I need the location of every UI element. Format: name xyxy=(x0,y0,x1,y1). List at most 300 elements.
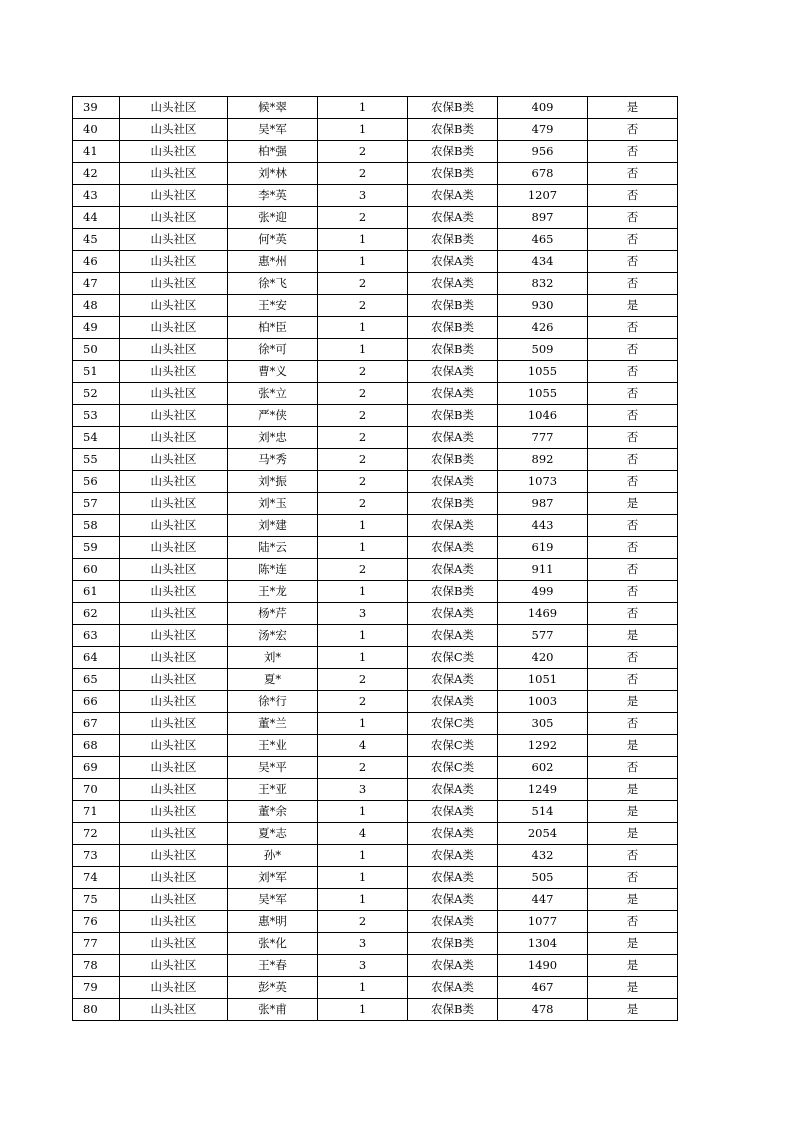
amount-cell: 509 xyxy=(498,339,588,361)
community-cell: 山头社区 xyxy=(120,207,228,229)
flag-cell: 否 xyxy=(588,867,678,889)
flag-cell: 是 xyxy=(588,889,678,911)
insurance-type-cell: 农保A类 xyxy=(408,251,498,273)
community-cell: 山头社区 xyxy=(120,669,228,691)
name-cell: 严*侠 xyxy=(228,405,318,427)
table-row xyxy=(73,537,678,559)
amount-cell: 987 xyxy=(498,493,588,515)
household-count-cell: 1 xyxy=(318,537,408,559)
amount-cell: 1003 xyxy=(498,691,588,713)
amount-cell: 892 xyxy=(498,449,588,471)
amount-cell: 1490 xyxy=(498,955,588,977)
flag-cell: 是 xyxy=(588,999,678,1021)
flag-cell: 否 xyxy=(588,515,678,537)
name-cell: 徐*飞 xyxy=(228,273,318,295)
amount-cell: 930 xyxy=(498,295,588,317)
row-number-cell: 42 xyxy=(73,163,120,185)
insurance-type-cell: 农保B类 xyxy=(408,141,498,163)
flag-cell: 否 xyxy=(588,163,678,185)
flag-cell: 是 xyxy=(588,977,678,999)
household-count-cell: 1 xyxy=(318,229,408,251)
household-count-cell: 1 xyxy=(318,977,408,999)
amount-cell: 505 xyxy=(498,867,588,889)
amount-cell: 577 xyxy=(498,625,588,647)
name-cell: 刘*军 xyxy=(228,867,318,889)
flag-cell: 否 xyxy=(588,383,678,405)
household-count-cell: 2 xyxy=(318,427,408,449)
household-count-cell: 1 xyxy=(318,713,408,735)
community-cell: 山头社区 xyxy=(120,801,228,823)
row-number-cell: 58 xyxy=(73,515,120,537)
insurance-type-cell: 农保A类 xyxy=(408,779,498,801)
community-cell: 山头社区 xyxy=(120,603,228,625)
table-row xyxy=(73,713,678,735)
community-cell: 山头社区 xyxy=(120,449,228,471)
row-number-cell: 46 xyxy=(73,251,120,273)
insurance-type-cell: 农保A类 xyxy=(408,427,498,449)
insurance-type-cell: 农保B类 xyxy=(408,163,498,185)
table-row xyxy=(73,493,678,515)
insurance-type-cell: 农保B类 xyxy=(408,933,498,955)
row-number-cell: 61 xyxy=(73,581,120,603)
household-count-cell: 2 xyxy=(318,493,408,515)
name-cell: 曹*义 xyxy=(228,361,318,383)
flag-cell: 否 xyxy=(588,317,678,339)
amount-cell: 897 xyxy=(498,207,588,229)
insurance-type-cell: 农保A类 xyxy=(408,911,498,933)
household-count-cell: 1 xyxy=(318,845,408,867)
name-cell: 刘*建 xyxy=(228,515,318,537)
name-cell: 孙* xyxy=(228,845,318,867)
row-number-cell: 63 xyxy=(73,625,120,647)
table-row xyxy=(73,647,678,669)
table-row xyxy=(73,317,678,339)
amount-cell: 777 xyxy=(498,427,588,449)
amount-cell: 478 xyxy=(498,999,588,1021)
household-count-cell: 1 xyxy=(318,97,408,119)
name-cell: 惠*明 xyxy=(228,911,318,933)
insurance-type-cell: 农保A类 xyxy=(408,801,498,823)
name-cell: 王*安 xyxy=(228,295,318,317)
flag-cell: 是 xyxy=(588,493,678,515)
insurance-type-cell: 农保B类 xyxy=(408,999,498,1021)
amount-cell: 678 xyxy=(498,163,588,185)
amount-cell: 420 xyxy=(498,647,588,669)
community-cell: 山头社区 xyxy=(120,779,228,801)
flag-cell: 否 xyxy=(588,581,678,603)
insurance-type-cell: 农保B类 xyxy=(408,229,498,251)
flag-cell: 是 xyxy=(588,295,678,317)
household-count-cell: 2 xyxy=(318,449,408,471)
insurance-type-cell: 农保A类 xyxy=(408,691,498,713)
community-cell: 山头社区 xyxy=(120,317,228,339)
community-cell: 山头社区 xyxy=(120,713,228,735)
household-count-cell: 2 xyxy=(318,911,408,933)
row-number-cell: 47 xyxy=(73,273,120,295)
community-cell: 山头社区 xyxy=(120,647,228,669)
table-row xyxy=(73,933,678,955)
amount-cell: 1292 xyxy=(498,735,588,757)
amount-cell: 1055 xyxy=(498,361,588,383)
flag-cell: 否 xyxy=(588,713,678,735)
row-number-cell: 40 xyxy=(73,119,120,141)
insurance-type-cell: 农保A类 xyxy=(408,515,498,537)
community-cell: 山头社区 xyxy=(120,119,228,141)
amount-cell: 443 xyxy=(498,515,588,537)
community-cell: 山头社区 xyxy=(120,471,228,493)
community-cell: 山头社区 xyxy=(120,383,228,405)
table-row xyxy=(73,383,678,405)
row-number-cell: 60 xyxy=(73,559,120,581)
household-count-cell: 4 xyxy=(318,735,408,757)
name-cell: 张*化 xyxy=(228,933,318,955)
amount-cell: 619 xyxy=(498,537,588,559)
row-number-cell: 52 xyxy=(73,383,120,405)
amount-cell: 911 xyxy=(498,559,588,581)
insurance-type-cell: 农保B类 xyxy=(408,581,498,603)
community-cell: 山头社区 xyxy=(120,229,228,251)
insurance-type-cell: 农保A类 xyxy=(408,537,498,559)
table-row xyxy=(73,559,678,581)
community-cell: 山头社区 xyxy=(120,845,228,867)
row-number-cell: 53 xyxy=(73,405,120,427)
insurance-type-cell: 农保A类 xyxy=(408,559,498,581)
flag-cell: 否 xyxy=(588,911,678,933)
amount-cell: 1207 xyxy=(498,185,588,207)
amount-cell: 465 xyxy=(498,229,588,251)
table-row xyxy=(73,449,678,471)
household-count-cell: 1 xyxy=(318,515,408,537)
insurance-type-cell: 农保A类 xyxy=(408,625,498,647)
flag-cell: 否 xyxy=(588,471,678,493)
amount-cell: 514 xyxy=(498,801,588,823)
name-cell: 杨*芹 xyxy=(228,603,318,625)
row-number-cell: 44 xyxy=(73,207,120,229)
name-cell: 王*春 xyxy=(228,955,318,977)
insurance-type-cell: 农保B类 xyxy=(408,295,498,317)
flag-cell: 是 xyxy=(588,625,678,647)
flag-cell: 是 xyxy=(588,933,678,955)
household-count-cell: 2 xyxy=(318,273,408,295)
household-count-cell: 2 xyxy=(318,361,408,383)
table-row xyxy=(73,251,678,273)
insurance-type-cell: 农保A类 xyxy=(408,845,498,867)
household-count-cell: 1 xyxy=(318,889,408,911)
row-number-cell: 70 xyxy=(73,779,120,801)
household-count-cell: 3 xyxy=(318,779,408,801)
flag-cell: 否 xyxy=(588,361,678,383)
household-count-cell: 1 xyxy=(318,647,408,669)
table-row xyxy=(73,405,678,427)
table-row xyxy=(73,757,678,779)
insurance-type-cell: 农保B类 xyxy=(408,405,498,427)
table-row xyxy=(73,955,678,977)
insurance-type-cell: 农保A类 xyxy=(408,867,498,889)
name-cell: 吴*军 xyxy=(228,889,318,911)
flag-cell: 是 xyxy=(588,97,678,119)
table-row xyxy=(73,625,678,647)
table-row xyxy=(73,691,678,713)
insurance-type-cell: 农保B类 xyxy=(408,97,498,119)
amount-cell: 1077 xyxy=(498,911,588,933)
household-count-cell: 1 xyxy=(318,625,408,647)
flag-cell: 否 xyxy=(588,273,678,295)
table-row xyxy=(73,999,678,1021)
flag-cell: 否 xyxy=(588,251,678,273)
community-cell: 山头社区 xyxy=(120,625,228,647)
row-number-cell: 80 xyxy=(73,999,120,1021)
row-number-cell: 39 xyxy=(73,97,120,119)
row-number-cell: 43 xyxy=(73,185,120,207)
row-number-cell: 75 xyxy=(73,889,120,911)
row-number-cell: 54 xyxy=(73,427,120,449)
name-cell: 王*业 xyxy=(228,735,318,757)
table-row xyxy=(73,163,678,185)
flag-cell: 是 xyxy=(588,735,678,757)
name-cell: 刘*忠 xyxy=(228,427,318,449)
household-count-cell: 3 xyxy=(318,603,408,625)
amount-cell: 602 xyxy=(498,757,588,779)
table-row xyxy=(73,889,678,911)
name-cell: 陈*连 xyxy=(228,559,318,581)
community-cell: 山头社区 xyxy=(120,537,228,559)
amount-cell: 409 xyxy=(498,97,588,119)
insurance-type-cell: 农保A类 xyxy=(408,669,498,691)
household-count-cell: 1 xyxy=(318,317,408,339)
flag-cell: 否 xyxy=(588,141,678,163)
table-row xyxy=(73,735,678,757)
insurance-type-cell: 农保B类 xyxy=(408,449,498,471)
flag-cell: 否 xyxy=(588,339,678,361)
table-row xyxy=(73,339,678,361)
insurance-type-cell: 农保A类 xyxy=(408,955,498,977)
household-count-cell: 2 xyxy=(318,691,408,713)
flag-cell: 否 xyxy=(588,757,678,779)
name-cell: 张*立 xyxy=(228,383,318,405)
household-count-cell: 3 xyxy=(318,185,408,207)
table-row xyxy=(73,97,678,119)
row-number-cell: 79 xyxy=(73,977,120,999)
household-count-cell: 2 xyxy=(318,405,408,427)
data-table xyxy=(72,96,678,1021)
flag-cell: 否 xyxy=(588,207,678,229)
community-cell: 山头社区 xyxy=(120,251,228,273)
community-cell: 山头社区 xyxy=(120,295,228,317)
row-number-cell: 64 xyxy=(73,647,120,669)
insurance-type-cell: 农保A类 xyxy=(408,185,498,207)
row-number-cell: 73 xyxy=(73,845,120,867)
name-cell: 王*亚 xyxy=(228,779,318,801)
household-count-cell: 1 xyxy=(318,119,408,141)
row-number-cell: 57 xyxy=(73,493,120,515)
amount-cell: 1073 xyxy=(498,471,588,493)
row-number-cell: 65 xyxy=(73,669,120,691)
row-number-cell: 59 xyxy=(73,537,120,559)
insurance-type-cell: 农保B类 xyxy=(408,339,498,361)
table-row xyxy=(73,185,678,207)
amount-cell: 1249 xyxy=(498,779,588,801)
household-count-cell: 1 xyxy=(318,581,408,603)
community-cell: 山头社区 xyxy=(120,427,228,449)
amount-cell: 432 xyxy=(498,845,588,867)
row-number-cell: 56 xyxy=(73,471,120,493)
name-cell: 徐*行 xyxy=(228,691,318,713)
amount-cell: 1051 xyxy=(498,669,588,691)
flag-cell: 否 xyxy=(588,119,678,141)
insurance-type-cell: 农保B类 xyxy=(408,317,498,339)
community-cell: 山头社区 xyxy=(120,493,228,515)
name-cell: 李*英 xyxy=(228,185,318,207)
amount-cell: 1304 xyxy=(498,933,588,955)
table-row xyxy=(73,823,678,845)
table-row xyxy=(73,471,678,493)
community-cell: 山头社区 xyxy=(120,581,228,603)
community-cell: 山头社区 xyxy=(120,823,228,845)
community-cell: 山头社区 xyxy=(120,999,228,1021)
name-cell: 陆*云 xyxy=(228,537,318,559)
row-number-cell: 69 xyxy=(73,757,120,779)
row-number-cell: 49 xyxy=(73,317,120,339)
row-number-cell: 74 xyxy=(73,867,120,889)
amount-cell: 2054 xyxy=(498,823,588,845)
community-cell: 山头社区 xyxy=(120,889,228,911)
row-number-cell: 51 xyxy=(73,361,120,383)
amount-cell: 447 xyxy=(498,889,588,911)
row-number-cell: 72 xyxy=(73,823,120,845)
name-cell: 王*龙 xyxy=(228,581,318,603)
table-row xyxy=(73,603,678,625)
flag-cell: 是 xyxy=(588,691,678,713)
name-cell: 惠*州 xyxy=(228,251,318,273)
row-number-cell: 67 xyxy=(73,713,120,735)
flag-cell: 否 xyxy=(588,603,678,625)
community-cell: 山头社区 xyxy=(120,163,228,185)
table-row xyxy=(73,669,678,691)
row-number-cell: 45 xyxy=(73,229,120,251)
household-count-cell: 1 xyxy=(318,999,408,1021)
insurance-type-cell: 农保A类 xyxy=(408,361,498,383)
amount-cell: 305 xyxy=(498,713,588,735)
insurance-type-cell: 农保A类 xyxy=(408,273,498,295)
community-cell: 山头社区 xyxy=(120,339,228,361)
flag-cell: 否 xyxy=(588,845,678,867)
insurance-type-cell: 农保C类 xyxy=(408,647,498,669)
household-count-cell: 2 xyxy=(318,207,408,229)
name-cell: 何*英 xyxy=(228,229,318,251)
name-cell: 夏* xyxy=(228,669,318,691)
row-number-cell: 78 xyxy=(73,955,120,977)
community-cell: 山头社区 xyxy=(120,273,228,295)
table-row xyxy=(73,581,678,603)
insurance-type-cell: 农保A类 xyxy=(408,603,498,625)
household-count-cell: 3 xyxy=(318,933,408,955)
insurance-type-cell: 农保A类 xyxy=(408,383,498,405)
flag-cell: 是 xyxy=(588,955,678,977)
row-number-cell: 77 xyxy=(73,933,120,955)
flag-cell: 否 xyxy=(588,427,678,449)
name-cell: 马*秀 xyxy=(228,449,318,471)
community-cell: 山头社区 xyxy=(120,933,228,955)
table-row xyxy=(73,845,678,867)
community-cell: 山头社区 xyxy=(120,559,228,581)
name-cell: 刘*玉 xyxy=(228,493,318,515)
household-count-cell: 1 xyxy=(318,251,408,273)
table-row xyxy=(73,801,678,823)
household-count-cell: 2 xyxy=(318,383,408,405)
name-cell: 刘* xyxy=(228,647,318,669)
community-cell: 山头社区 xyxy=(120,185,228,207)
flag-cell: 否 xyxy=(588,669,678,691)
household-count-cell: 2 xyxy=(318,757,408,779)
name-cell: 夏*志 xyxy=(228,823,318,845)
row-number-cell: 50 xyxy=(73,339,120,361)
community-cell: 山头社区 xyxy=(120,515,228,537)
community-cell: 山头社区 xyxy=(120,977,228,999)
household-count-cell: 2 xyxy=(318,669,408,691)
insurance-type-cell: 农保B类 xyxy=(408,493,498,515)
community-cell: 山头社区 xyxy=(120,361,228,383)
household-count-cell: 2 xyxy=(318,559,408,581)
community-cell: 山头社区 xyxy=(120,691,228,713)
household-count-cell: 2 xyxy=(318,295,408,317)
flag-cell: 是 xyxy=(588,779,678,801)
insurance-type-cell: 农保C类 xyxy=(408,713,498,735)
household-count-cell: 1 xyxy=(318,867,408,889)
name-cell: 刘*林 xyxy=(228,163,318,185)
name-cell: 彭*英 xyxy=(228,977,318,999)
flag-cell: 否 xyxy=(588,537,678,559)
insurance-type-cell: 农保C类 xyxy=(408,757,498,779)
flag-cell: 是 xyxy=(588,801,678,823)
amount-cell: 1055 xyxy=(498,383,588,405)
name-cell: 吴*军 xyxy=(228,119,318,141)
table-row xyxy=(73,779,678,801)
insurance-type-cell: 农保B类 xyxy=(408,119,498,141)
name-cell: 董*余 xyxy=(228,801,318,823)
row-number-cell: 62 xyxy=(73,603,120,625)
insurance-type-cell: 农保A类 xyxy=(408,889,498,911)
amount-cell: 1469 xyxy=(498,603,588,625)
household-count-cell: 2 xyxy=(318,471,408,493)
table-row xyxy=(73,141,678,163)
table-row xyxy=(73,273,678,295)
flag-cell: 是 xyxy=(588,823,678,845)
name-cell: 董*兰 xyxy=(228,713,318,735)
row-number-cell: 71 xyxy=(73,801,120,823)
name-cell: 刘*振 xyxy=(228,471,318,493)
flag-cell: 否 xyxy=(588,185,678,207)
household-count-cell: 4 xyxy=(318,823,408,845)
table-row xyxy=(73,867,678,889)
table-body xyxy=(73,97,678,1021)
flag-cell: 否 xyxy=(588,647,678,669)
insurance-type-cell: 农保A类 xyxy=(408,207,498,229)
table-row xyxy=(73,515,678,537)
amount-cell: 434 xyxy=(498,251,588,273)
household-count-cell: 3 xyxy=(318,955,408,977)
table-row xyxy=(73,229,678,251)
flag-cell: 否 xyxy=(588,229,678,251)
name-cell: 张*迎 xyxy=(228,207,318,229)
table-row xyxy=(73,977,678,999)
name-cell: 张*甫 xyxy=(228,999,318,1021)
name-cell: 汤*宏 xyxy=(228,625,318,647)
household-count-cell: 2 xyxy=(318,163,408,185)
amount-cell: 426 xyxy=(498,317,588,339)
table-row xyxy=(73,911,678,933)
insurance-type-cell: 农保C类 xyxy=(408,735,498,757)
flag-cell: 否 xyxy=(588,559,678,581)
